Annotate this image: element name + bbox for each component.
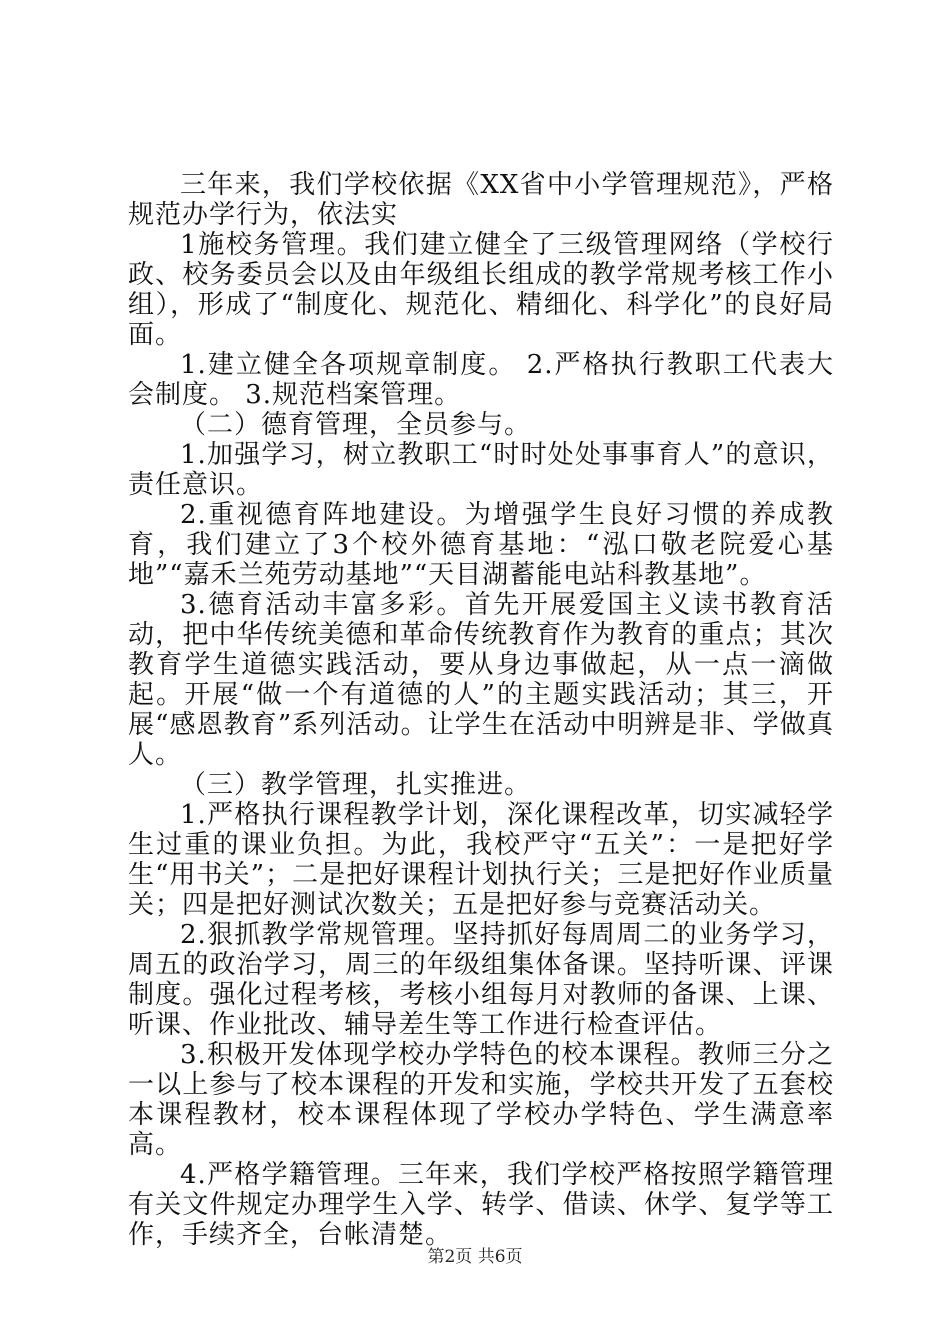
paragraph: 3.积极开发体现学校办学特色的校本课程。教师三分之一以上参与了校本课程的开发和实施，学校共开发了五套校本课程教材，校本课程体现了学校办学特色、学生满意率高。 xyxy=(128,1040,834,1160)
paragraph: 1施校务管理。我们建立健全了三级管理网络（学校行政、校务委员会以及由年级组长组成的教学常规考核工作小组），形成了“制度化、规范化、精细化、科学化”的良好局面。 xyxy=(128,230,834,350)
paragraph: 3.德育活动丰富多彩。首先开展爱国主义读书教育活动，把中华传统美德和革命传统教育作为教育的重点；其次教育学生道德实践活动，要从身边事做起，从一点一滴做起。开展“做一个有道德的人”的主题实践活动；其三，开展“感恩教育”系列活动。让学生在活动中明辨是非、学做真人。 xyxy=(128,590,834,770)
paragraph: 4.严格学籍管理。三年来，我们学校严格按照学籍管理有关文件规定办理学生入学、转学、借读、休学、复学等工作，手续齐全，台帐清楚。 xyxy=(128,1160,834,1250)
document-body xyxy=(128,170,834,1250)
section-heading: （三）教学管理，扎实推进。 xyxy=(180,770,532,800)
section-heading: （二）德育管理，全员参与。 xyxy=(180,410,532,440)
paragraph: 1.建立健全各项规章制度。 2.严格执行教职工代表大会制度。 3.规范档案管理。 xyxy=(128,350,834,410)
page-number-footer: 第2页 共6页 xyxy=(427,1247,523,1267)
paragraph: 1.严格执行课程教学计划，深化课程改革，切实减轻学生过重的课业负担。为此，我校严守“五关”：一是把好学生“用书关”；二是把好课程计划执行关；三是把好作业质量关；四是把好测试次数关；五是把好参与竞赛活动关。 xyxy=(128,800,834,920)
paragraph: 1.加强学习，树立教职工“时时处处事事育人”的意识，责任意识。 xyxy=(128,440,834,500)
paragraph: 三年来，我们学校依据《XX省中小学管理规范》，严格规范办学行为，依法实 xyxy=(128,170,834,230)
paragraph: 2.狠抓教学常规管理。坚持抓好每周周二的业务学习，周五的政治学习，周三的年级组集体备课。坚持听课、评课制度。强化过程考核，考核小组每月对教师的备课、上课、听课、作业批改、辅导差生等工作进行检查评估。 xyxy=(128,920,834,1040)
paragraph: 2.重视德育阵地建设。为增强学生良好习惯的养成教育，我们建立了3个校外德育基地：“泓口敬老院爱心基地”“嘉禾兰苑劳动基地”“天目湖蓄能电站科教基地”。 xyxy=(128,500,834,590)
